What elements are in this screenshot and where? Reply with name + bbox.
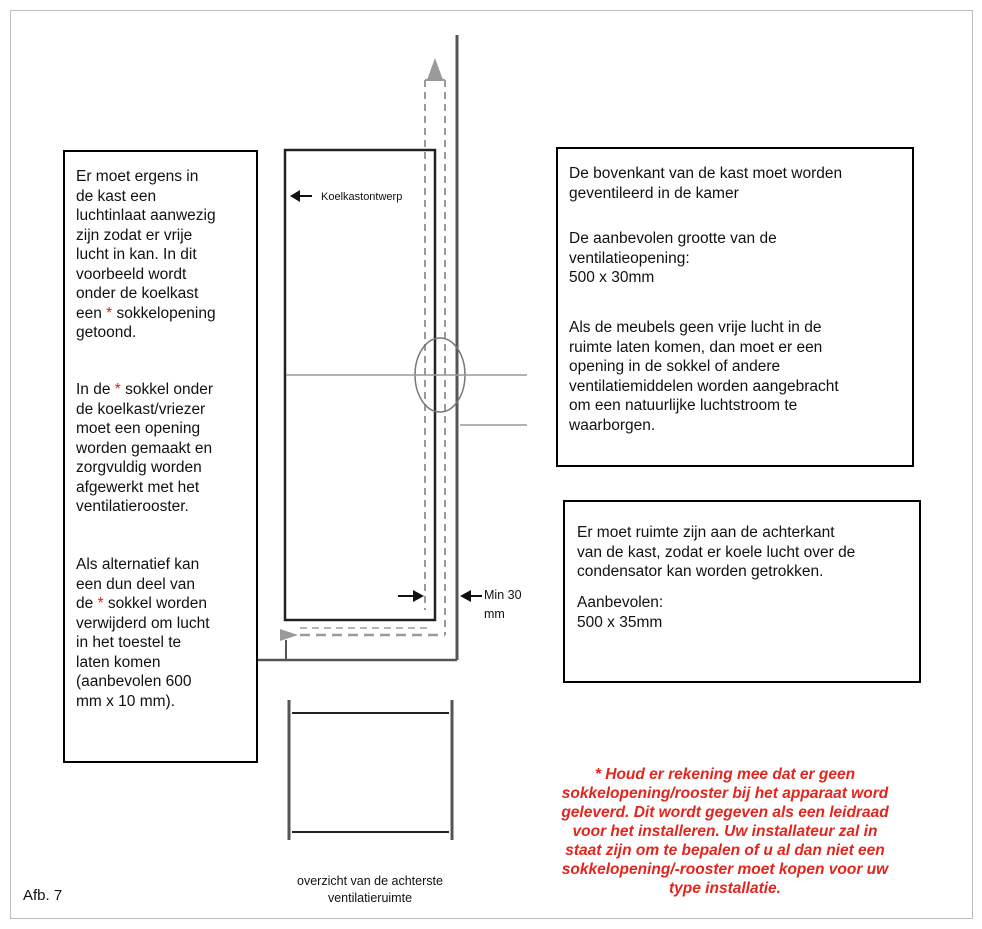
asterisk-mark: *	[114, 381, 126, 398]
left-paragraph-1: Er moet ergens in de kast een luchtinlaat aanwezig zijn zodat er vrije lucht in kan. In dit voorbeeld wordt onder de koelkast een * sokkelopening getoond.	[76, 168, 216, 341]
airflow-in-arrow-icon	[280, 629, 298, 641]
footnote-disclaimer: * Houd er rekening mee dat er geen sokkelopening/rooster bij het apparaat word geleverd. Dit wordt gegeven als een leidraad voor het installeren. Uw installateur zal in staat zijn om te bepalen of u al dan niet een sokkelopening/-rooster moet kopen voor uw type installatie.	[561, 766, 889, 897]
figure-label: Afb. 7	[23, 887, 63, 904]
koelkastontwerp-label: Koelkastontwerp	[321, 191, 403, 203]
min-30-label-line-1: Min 30	[484, 588, 522, 602]
asterisk-mark: *	[97, 595, 108, 612]
fridge-outline	[285, 150, 435, 620]
gap-arrow-right-icon	[460, 590, 471, 602]
gap-arrow-left-icon	[413, 590, 424, 602]
overview-caption: overzicht van de achterste ventilatieruimte	[297, 874, 443, 905]
airflow-up-arrow-icon	[427, 58, 443, 80]
rear-space-paragraph-2: Aanbevolen: 500 x 35mm	[577, 594, 664, 631]
rear-space-paragraph-1: Er moet ruimte zijn aan de achterkant van de kast, zodat er koele lucht over de condensator kan worden getrokken.	[577, 524, 856, 580]
top-right-paragraph-1: De bovenkant van de kast moet worden geventileerd in de kamer	[569, 165, 843, 202]
min-30-label-line-2: mm	[484, 607, 505, 621]
top-right-paragraph-2: De aanbevolen grootte van de ventilatieopening: 500 x 30mm	[569, 230, 777, 286]
left-paragraph-2: In de * sokkel onder de koelkast/vriezer moet een opening worden gemaakt en zorgvuldig worden afgewerkt met het ventilatierooster.	[76, 381, 214, 515]
left-paragraph-3: Als alternatief kan een dun deel van de * sokkel worden verwijderd om lucht in het toestel te laten komen (aanbevolen 600 mm x 10 mm).	[76, 556, 210, 710]
asterisk-mark: *	[106, 304, 117, 322]
top-right-paragraph-3: Als de meubels geen vrije lucht in de ruimte laten komen, dan moet er een opening in de sokkel of andere ventilatiemiddelen worden aangebracht om een natuurlijke luchtstroom te waarborgen.	[569, 319, 839, 434]
